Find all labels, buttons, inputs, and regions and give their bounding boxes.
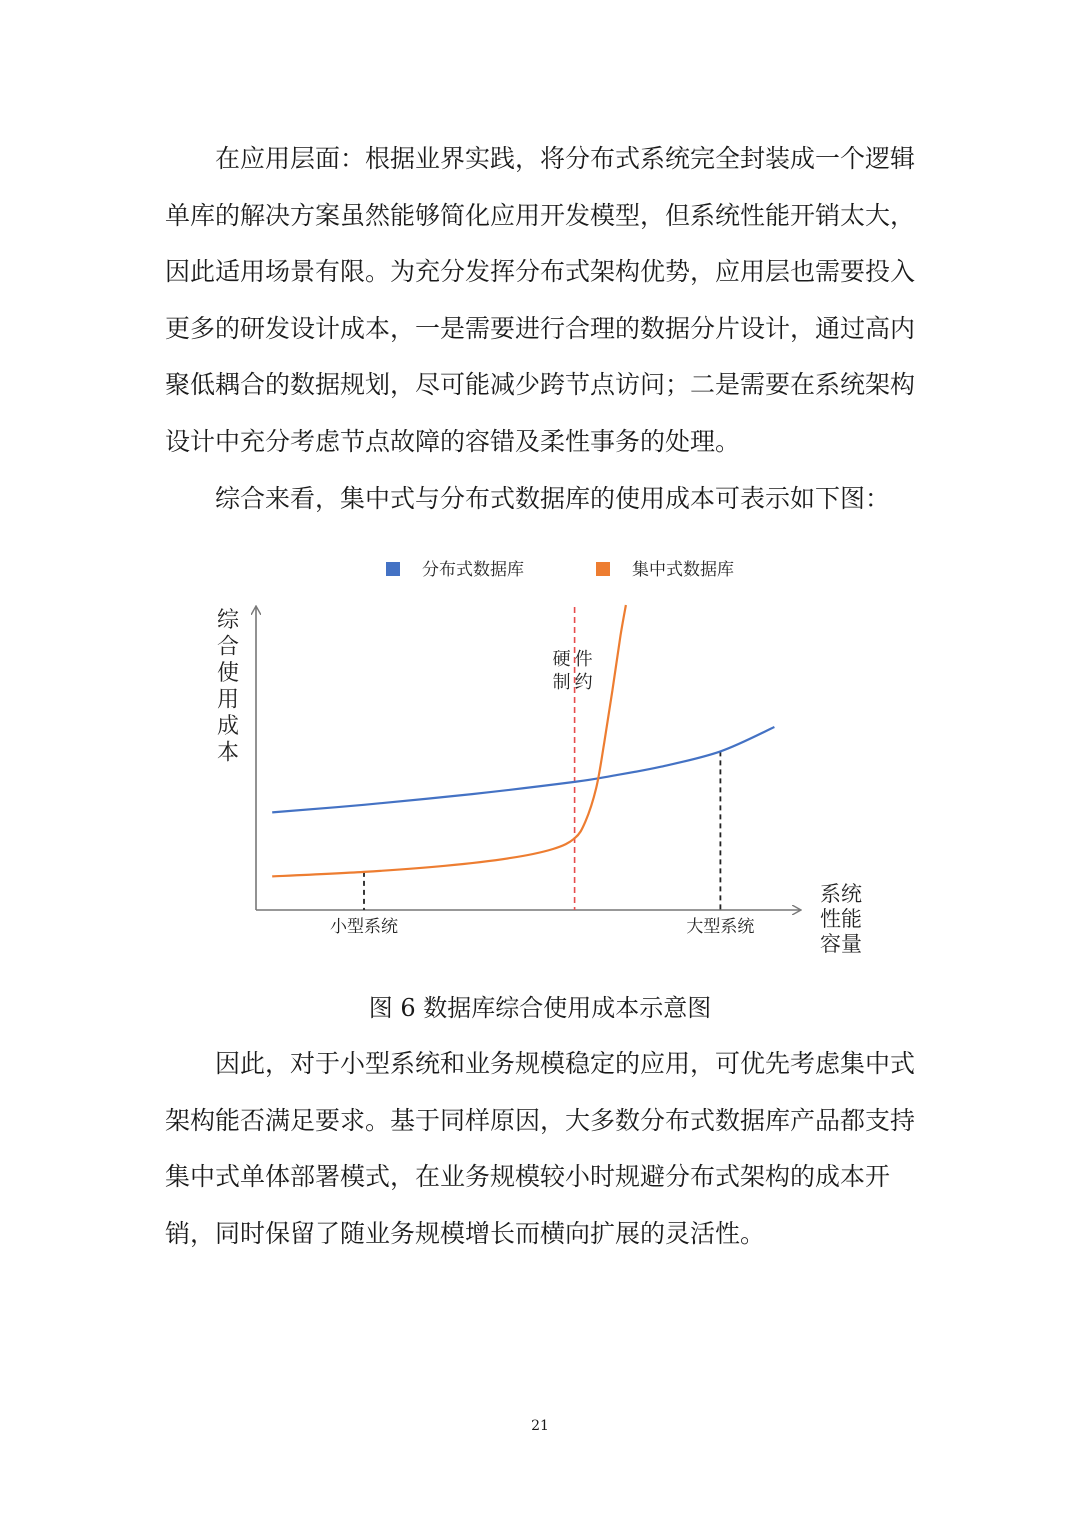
text-line: 销，同时保留了随业务规模增长而横向扩展的灵活性。 (165, 1218, 766, 1248)
y-axis-label-char: 综 (216, 608, 240, 633)
y-axis-label-char: 使 (216, 661, 240, 686)
paragraph-conclusion (165, 1036, 920, 1262)
text-line: 因此，对于小型系统和业务规模稳定的应用，可优先考虑集中式 (215, 1049, 916, 1078)
chart-labels (217, 608, 862, 956)
chart-legend (386, 560, 734, 580)
y-axis-label-char: 成 (216, 714, 240, 739)
chart-axes (256, 607, 800, 910)
text-line: 在应用层面：根据业界实践，将分布式系统完全封装成一个逻辑 (215, 144, 916, 173)
chart-series (272, 605, 774, 876)
text-line: 综合来看，集中式与分布式数据库的使用成本可表示如下图： (215, 484, 891, 513)
paragraph-summary (165, 471, 920, 528)
legend-swatch (596, 562, 610, 576)
legend-swatch (386, 562, 400, 576)
hardware-limit-label: 制约 (552, 672, 597, 693)
text-line: 集中式单体部署模式，在业务规模较小时规避分布式架构的成本开 (165, 1162, 891, 1191)
paragraph-application-layer (165, 131, 920, 470)
x-axis-label-line: 容量 (820, 932, 862, 956)
text-line: 架构能否满足要求。基于同样原因，大多数分布式数据库产品都支持 (165, 1105, 916, 1135)
legend-label: 分布式数据库 (422, 560, 524, 580)
x-axis-label-line: 系统 (820, 882, 862, 906)
x-axis-label-line: 性能 (820, 907, 862, 931)
chart-markers (364, 607, 720, 910)
y-axis-label-char: 用 (216, 687, 240, 713)
y-axis-label-char: 本 (216, 740, 240, 766)
large-system-label: 大型系统 (686, 917, 755, 937)
series-line-distributed (272, 727, 774, 812)
text-line: 更多的研发设计成本，一是需要进行合理的数据分片设计，通过高内 (165, 313, 916, 343)
cost-chart-svg (200, 545, 880, 965)
text-line: 聚低耦合的数据规划，尽可能减少跨节点访问；二是需要在系统架构 (165, 370, 916, 399)
y-axis-label-char: 合 (216, 634, 240, 660)
text-line: 单库的解决方案虽然能够简化应用开发模型，但系统性能开销太大， (165, 200, 916, 230)
text-line: 因此适用场景有限。为充分发挥分布式架构优势，应用层也需要投入 (165, 257, 916, 286)
page-number: 21 (531, 1418, 549, 1434)
legend-label: 集中式数据库 (632, 560, 734, 580)
series-line-centralized (272, 605, 626, 876)
small-system-label: 小型系统 (330, 917, 398, 937)
figure-caption: 图 6 数据库综合使用成本示意图 (368, 994, 712, 1022)
text-line: 设计中充分考虑节点故障的容错及柔性事务的处理。 (165, 426, 741, 456)
cost-chart (200, 545, 880, 965)
hardware-limit-label: 硬件 (552, 649, 597, 670)
